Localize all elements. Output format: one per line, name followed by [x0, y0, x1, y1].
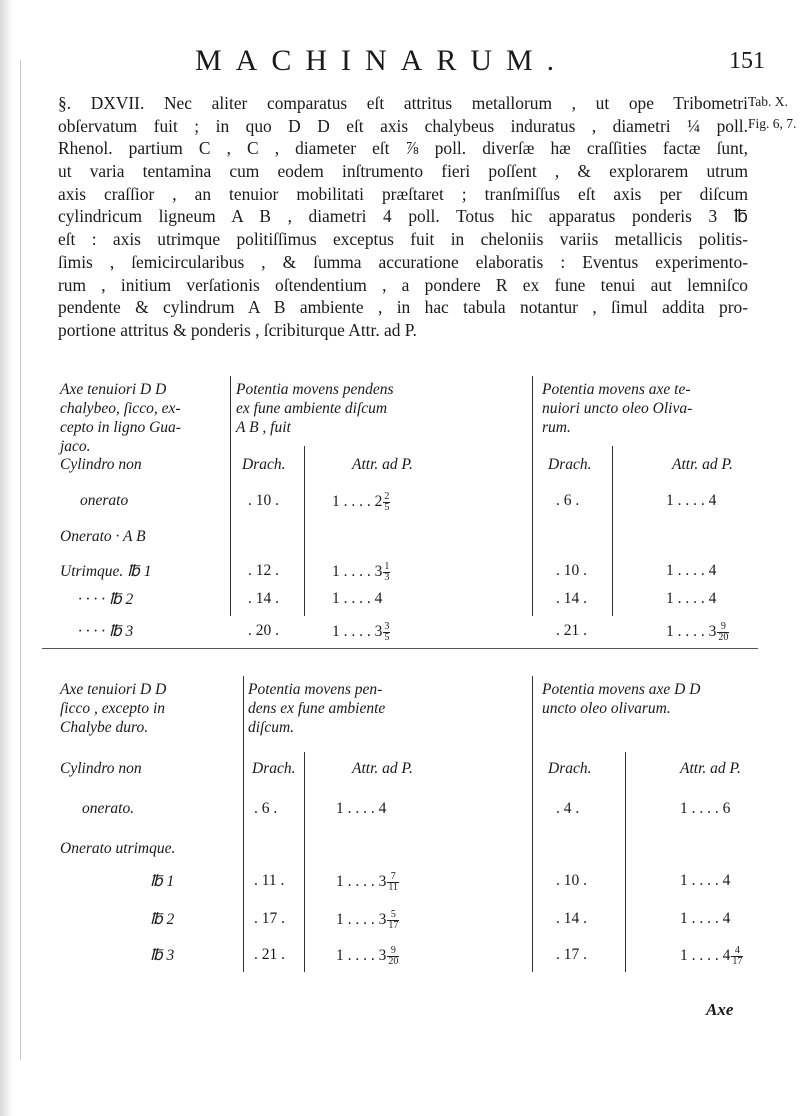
paragraph-line: ſimis , ſemicircularibus , & ſumma accuratione elaboratis : Eventus experimento-: [58, 251, 748, 272]
row-label: Onerato · A B: [60, 528, 146, 545]
paragraph-line: portione attritus & ponderis , ſcribiturque Attr. ad P.: [58, 319, 417, 340]
paragraph-line: Rhenol. partium C , C , diameter eſt ⅞ poll. diverſæ hæ craſſities factæ ſunt,: [58, 138, 748, 159]
header-line: ſicco , excepto in: [60, 700, 166, 717]
paragraph-line: axis craſſior , an tenuior mobilitati præſtaret ; tranſmiſſus eſt axis per diſcum: [58, 183, 748, 204]
header-line: Chalybe duro.: [60, 719, 149, 736]
attr-value: 1 . . . . 3 $\frac{7}{11}$: [336, 871, 399, 893]
page-number: 151: [729, 48, 765, 74]
paragraph-line: obſervatum fuit ; in quo D D eſt axis chalybeus induratus , diametri ¼ poll.: [58, 115, 748, 136]
header-line: cepto in ligno Gua-: [60, 419, 181, 436]
attr-value: 1 . . . . 2 $\frac{2}{5}$: [332, 491, 390, 513]
row-label: ℔ 2: [150, 911, 175, 928]
row-label: · · · · ℔ 2: [78, 591, 134, 608]
header-line: Potentia movens pen-: [248, 681, 383, 698]
paragraph-line: pendente & cylindrum A B ambiente , in hac tabula notantur , ſimul addita pro-: [58, 297, 748, 318]
margin-note-tab: Tab. X.: [748, 94, 788, 109]
header-line: A B , fuit: [236, 419, 291, 436]
attr-value: 1 . . . . 4: [666, 590, 717, 607]
row-label: ℔ 3: [150, 947, 175, 964]
drach-value: . 14 .: [556, 910, 587, 927]
drach-value: . 12 .: [248, 562, 279, 579]
header-line: Axe tenuiori D D: [60, 381, 167, 398]
table2-col3-header: [542, 680, 700, 718]
header-line: ex fune ambiente diſcum: [236, 400, 388, 417]
catchword: Axe: [706, 1000, 734, 1019]
header-line: chalybeo, ſicco, ex-: [60, 400, 181, 417]
drach-header: Drach.: [242, 456, 286, 473]
attr-value: 1 . . . . 4: [336, 800, 387, 817]
header-line: Potentia movens pendens: [236, 381, 394, 398]
fraction: $\frac{3}{5}$: [384, 621, 390, 643]
attr-value: 1 . . . . 4: [666, 492, 717, 509]
attr-value: 1 . . . . 3 $\frac{9}{20}$: [336, 945, 399, 967]
paragraph-line: ut varia tentamina cum eodem inſtrumento fieri poſſent , & explorarem utrum: [58, 161, 748, 182]
drach-value: . 6 .: [254, 800, 278, 817]
table1-col2-header: [236, 380, 394, 437]
drach-value: . 21 .: [556, 622, 587, 639]
margin-note-fig: Fig. 6, 7.: [748, 116, 797, 131]
drach-value: . 6 .: [556, 492, 580, 509]
attr-value: 1 . . . . 4: [680, 910, 731, 927]
paragraph-line: eſt : axis utrimque politiſſimus exceptus fuit in cheloniis variis metallicis politis-: [58, 229, 748, 250]
fraction: $\frac{4}{17}$: [732, 945, 743, 967]
attr-header: Attr. ad P.: [680, 760, 741, 777]
drach-value: . 10 .: [556, 562, 587, 579]
fraction: $\frac{7}{11}$: [388, 871, 399, 893]
drach-value: . 20 .: [248, 622, 279, 639]
drach-value: . 17 .: [556, 946, 587, 963]
attr-value: 1 . . . . 6: [680, 800, 731, 817]
table2-divider: [304, 752, 305, 972]
attr-value: 1 . . . . 4: [680, 872, 731, 889]
header-line: jaco.: [60, 438, 91, 455]
paragraph-line: cylindricum ligneum A B , diametri 4 poll. Totus hic apparatus ponderis 3 ℔: [58, 206, 748, 227]
attr-header: Attr. ad P.: [352, 760, 413, 777]
drach-value: . 10 .: [556, 872, 587, 889]
fraction: $\frac{5}{17}$: [388, 909, 399, 931]
table2-col1-header: [60, 680, 166, 737]
drach-value: . 14 .: [248, 590, 279, 607]
gutter-rule: [20, 60, 21, 1060]
row-label: Cylindro non: [60, 760, 142, 777]
header-line: rum.: [542, 419, 571, 436]
table2-divider: [532, 676, 533, 972]
row-label: Onerato utrimque.: [60, 840, 176, 857]
drach-value: . 14 .: [556, 590, 587, 607]
drach-value: . 10 .: [248, 492, 279, 509]
table1-divider: [230, 376, 231, 616]
binding-gutter: [0, 0, 14, 1116]
drach-header: Drach.: [548, 456, 592, 473]
row-label: onerato.: [82, 800, 135, 817]
attr-value: 1 . . . . 4: [332, 590, 383, 607]
attr-header: Attr. ad P.: [672, 456, 733, 473]
attr-value: 1 . . . . 3 $\frac{3}{5}$: [332, 621, 390, 643]
running-title: MACHINARUM.: [195, 44, 569, 77]
paragraph-line: rum , initium verſationis oſtendentium , a pondere R ex fune tenui aut lemniſco: [58, 274, 748, 295]
body-paragraph: [58, 92, 748, 342]
drach-value: . 4 .: [556, 800, 580, 817]
row-label: onerato: [80, 492, 129, 509]
row-label: ℔ 1: [150, 873, 175, 890]
header-line: nuiori uncto oleo Oliva-: [542, 400, 693, 417]
table2-divider: [243, 676, 244, 972]
attr-value: 1 . . . . 3 $\frac{5}{17}$: [336, 909, 399, 931]
drach-header: Drach.: [548, 760, 592, 777]
fraction: $\frac{9}{20}$: [718, 621, 729, 643]
drach-header: Drach.: [252, 760, 296, 777]
attr-value: 1 . . . . 4 $\frac{4}{17}$: [680, 945, 743, 967]
table2-divider: [625, 752, 626, 972]
attr-value: 1 . . . . 3 $\frac{1}{3}$: [332, 561, 390, 583]
attr-header: Attr. ad P.: [352, 456, 413, 473]
table1-divider: [612, 446, 613, 616]
attr-value: 1 . . . . 3 $\frac{9}{20}$: [666, 621, 729, 643]
fraction: $\frac{9}{20}$: [388, 945, 399, 967]
header-line: Potentia movens axe te-: [542, 381, 691, 398]
table1-col1-header: [60, 380, 181, 456]
header-line: diſcum.: [248, 719, 295, 736]
row-label: Utrimque. ℔ 1: [60, 563, 152, 580]
drach-value: . 21 .: [254, 946, 285, 963]
fraction: $\frac{2}{5}$: [384, 491, 390, 513]
row-label: Cylindro non: [60, 456, 142, 473]
table1-col3-header: [542, 380, 692, 437]
attr-value: 1 . . . . 4: [666, 562, 717, 579]
table2-col2-header: [248, 680, 385, 737]
table1-divider: [304, 446, 305, 616]
fraction: $\frac{1}{3}$: [384, 561, 390, 583]
header-line: Axe tenuiori D D: [60, 681, 167, 698]
drach-value: . 11 .: [254, 872, 285, 889]
table-separator: [42, 648, 758, 649]
paragraph-line: §. DXVII. Nec aliter comparatus eſt attritus metallorum , ut ope Tribometri: [58, 93, 748, 113]
header-line: dens ex fune ambiente: [248, 700, 386, 717]
header-line: Potentia movens axe D D: [542, 681, 701, 698]
drach-value: . 17 .: [254, 910, 285, 927]
header-line: uncto oleo olivarum.: [542, 700, 671, 717]
table1-divider: [532, 376, 533, 616]
row-label: · · · · ℔ 3: [78, 623, 134, 640]
